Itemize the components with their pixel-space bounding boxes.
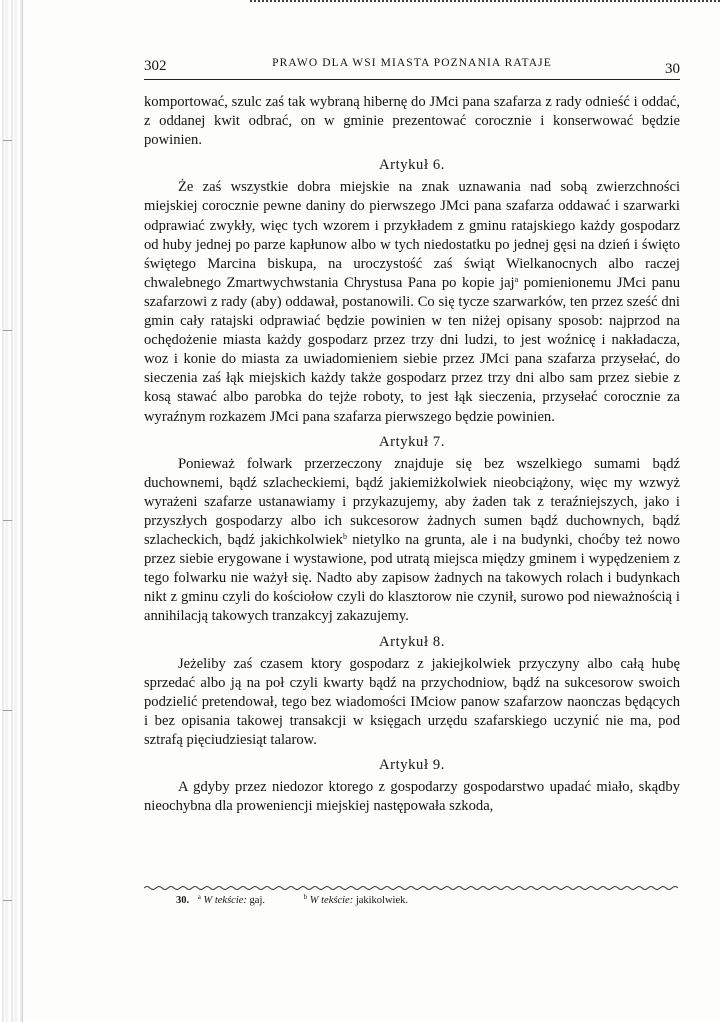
- page-number: 302: [144, 58, 167, 74]
- footnote-a: [198, 895, 265, 906]
- footnote-marker-a: a: [514, 274, 519, 284]
- page-body: [144, 93, 680, 816]
- footnote-b: [304, 895, 408, 906]
- binding-mark: [3, 900, 12, 901]
- article-6-heading: Artykuł 6.: [379, 157, 445, 174]
- top-scan-edge: [250, 0, 720, 2]
- article-6-text-part2: pomienionemu JMci panu szafarzowi z rady (aby) oddawał, postanowili. Co się tycze szarwarków, ten przez sześć dni gmin cały ratajski odprawiać będzie powinien w ten niżej opisany sposob: najprzod na ochędożenie miasta każdy gospodarz przez trzy dni ludzi, to jest woźnicę i nakładacza, woz i konie do miasta za uwiadomieniem siebie przez JMci pana szafarza przysełać, do sieczenia zaś łąk miejskich każdy także gospodarz przez trzy dni albo sam przez siebie z kosą stawać albo parobka do tejże roboty, to jest łąk sieczenia, przysełać corocznie za wyraźnym rozkazem JMci pana szafarza pierwszego będzie powinien.: [144, 274, 680, 425]
- article-6-text: [144, 178, 680, 426]
- continued-paragraph: komportować, szulc zaś tak wybraną hibernę do JMci pana szafarza z rady odnieść i oddać, z oddanej kwit odbrać, on w gminie prezentować corocznie i konserwować będzie powinien.: [144, 94, 680, 149]
- footnote-a-text: gaj.: [249, 895, 265, 906]
- running-title: PRAWO DLA WSI MIASTA POZNANIA RATAJE: [272, 57, 552, 69]
- footnote-marker-b: b: [342, 532, 347, 542]
- footnote-a-marker: a: [197, 893, 201, 901]
- page-header: [144, 56, 680, 78]
- article-7-text-part2: nietylko na grunta, ale i na budynki, choćby też nowo przez siebie erygowane i wystawione, pod utratą miejsca między gminem i wypędzeniem z tego folwarku nie ważył się. Nadto aby zapisow żadnych na takowych rolach i budynkach nikt z gminu czyli do kościołow czyli do klasztorow nie czynił, surowo pod nieważnością i annihilacją takowych tranzakcyj zakazujemy.: [144, 532, 680, 625]
- footnote-separator: [144, 885, 680, 891]
- footnote-document-ref: 30.: [176, 895, 190, 906]
- article-8-text: Jeżeliby zaś czasem ktory gospodarz z jakiejkolwiek przyczyny albo całą hubę sprzedać albo ją na poł czyli kwarty bądź na przychodniow, bądź na sukcesorow swoich podzielić pretendował, tego bez wiadomości IMciow panow szafarzow naonczas będących i bez opisania takowej transakcji w księgach urzędu szafarskiego uczynić nie ma, pod sztrafą pięciudziesiąt talarow.: [144, 655, 680, 748]
- header-rule: [144, 79, 680, 80]
- footnote-b-marker: b: [303, 893, 308, 901]
- article-7-text: [144, 455, 680, 627]
- binding-mark: [3, 140, 12, 141]
- binding-mark: [3, 520, 12, 521]
- article-9-heading: Artykuł 9.: [379, 757, 445, 774]
- article-9-text: A gdyby przez niedozor ktorego z gospodarzy gospodarstwo upadać miało, skądby nieochybna dla proweniencji miejskiej następowała szkoda,: [144, 779, 680, 815]
- footnote-a-label: W tekście:: [203, 895, 247, 906]
- footnotes: [176, 895, 676, 906]
- document-number: 30: [665, 61, 680, 77]
- binding-mark: [3, 710, 12, 711]
- article-7-text-part1: Ponieważ folwark przerzeczony znajduje się bez wszelkiego sumami bądź duchownemi, bądź szlacheckiemi, bądź jakiemiżkolwiek nieobciążony, więc my wzwyż wyrażeni szafarze ustanawiamy i przykazujemy, aby żaden tak z teraźniejszych, jako i przyszłych gospodarzy albo ich sukcesorow żadnych sumen bądź duchownych, bądź szlacheckich, bądź jakichkolwiek: [144, 455, 680, 549]
- footnote-b-text: jakikolwiek.: [355, 895, 409, 906]
- binding-mark: [3, 330, 12, 331]
- book-binding-edge: [0, 0, 23, 1022]
- article-7-heading: Artykuł 7.: [379, 433, 445, 450]
- article-6-text-part1: Że zaś wszystkie dobra miejskie na znak uznawania nad sobą zwierzchności miejskiej corocznie pewne daniny do pierwszego JMci pana szafarza oddawać i szarwarki odprawiać zwykły, więc tych wzorem i przykładem z gminu ratajskiego każdy gospodarz od huby jednej po parze kapłunow albo w tych niedostatku po jednej gęsi na dzień i święto świętego Marcina biskupa, na uroczystość zaś świąt Wielkanocnych albo raczej chwalebnego Zmartwychwstania Chrystusa Pana po kopie jaj: [144, 179, 680, 291]
- footnote-b-label: W tekście:: [309, 895, 354, 906]
- article-8-heading: Artykuł 8.: [379, 633, 445, 650]
